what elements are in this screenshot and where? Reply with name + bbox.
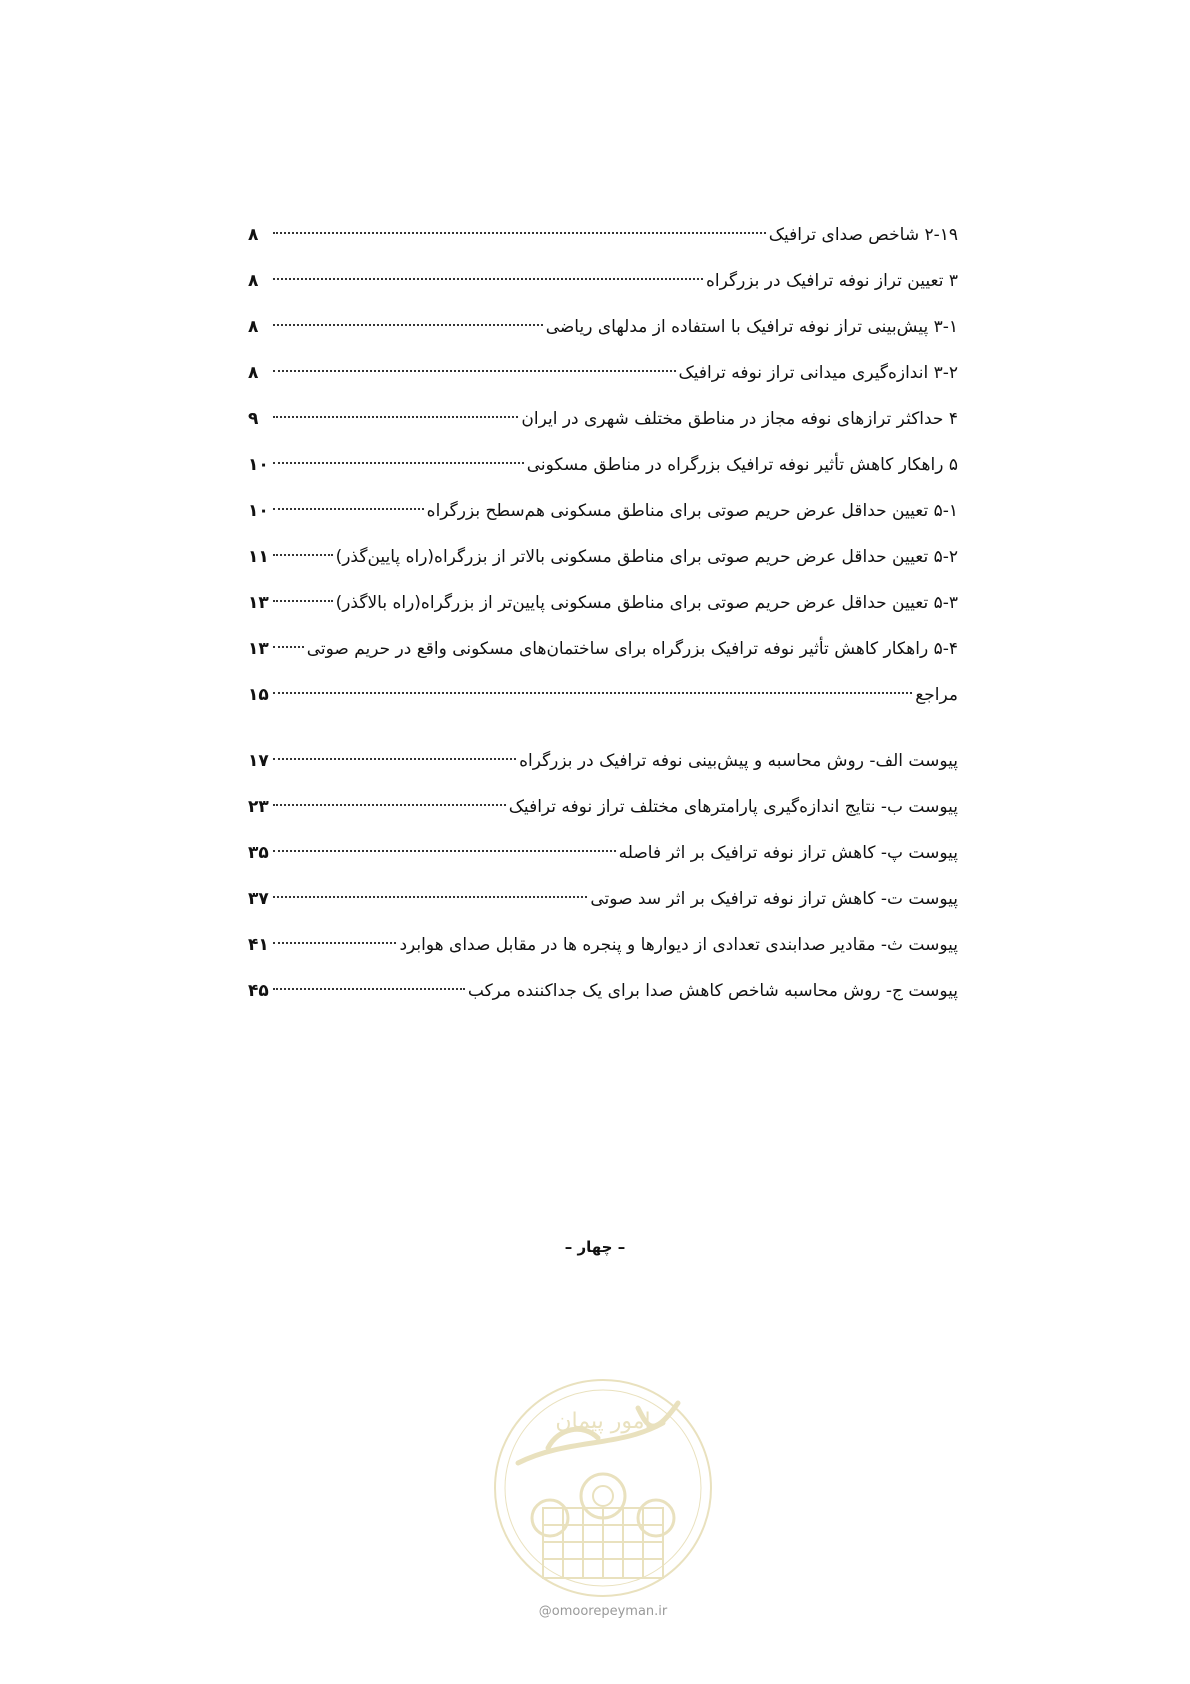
toc-entry-title: ۳ تعیین تراز نوفه ترافیک در بزرگراه — [705, 271, 958, 291]
toc-appendix-entry[interactable] — [248, 784, 958, 830]
toc-leader — [273, 324, 543, 326]
toc-appendix-entry[interactable] — [248, 922, 958, 968]
toc-leader — [273, 646, 304, 648]
toc-entry[interactable] — [248, 672, 958, 718]
toc-leader — [273, 416, 518, 418]
toc-leader — [273, 370, 676, 372]
toc-entry-title: پیوست ب- نتایج اندازه‌گیری پارامترهای مختلف تراز نوفه ترافیک — [508, 797, 958, 817]
toc-entry-title: ۵-۳ تعیین حداقل عرض حریم صوتی برای مناطق مسکونی پایین‌تر از بزرگراه(راه بالاگذر) — [335, 593, 958, 613]
toc-entry[interactable] — [248, 442, 958, 488]
toc-entry-title: ۴ حداکثر ترازهای نوفه مجاز در مناطق مختلف شهری در ایران — [521, 409, 958, 429]
toc-leader — [273, 508, 424, 510]
toc-appendix-entry[interactable] — [248, 968, 958, 1014]
toc-entry-title: پیوست پ- کاهش تراز نوفه ترافیک بر اثر فاصله — [618, 843, 958, 863]
toc-entry-title: پیوست ث- مقادیر صدابندی تعدادی از دیوارها و پنجره ها در مقابل صدای هوابرد — [399, 935, 958, 955]
toc-entry-page: ۱۳ — [248, 639, 269, 659]
toc-entry-page: ۱۳ — [248, 593, 269, 613]
toc-entry-page: ۸ — [248, 317, 259, 337]
toc-entry-page: ۱۰ — [248, 455, 269, 475]
toc-entry[interactable] — [248, 534, 958, 580]
toc-entry-page: ۴۱ — [248, 935, 269, 955]
toc-leader — [273, 554, 333, 556]
toc-entry[interactable] — [248, 258, 958, 304]
toc-entry-page: ۱۵ — [248, 685, 269, 705]
toc-entry[interactable] — [248, 396, 958, 442]
toc-entry-page: ۳۷ — [248, 889, 269, 909]
toc-entry[interactable] — [248, 212, 958, 258]
toc-appendix-entry[interactable] — [248, 876, 958, 922]
toc-leader — [273, 232, 766, 234]
toc-entry[interactable] — [248, 304, 958, 350]
page-number-label: – چهار – — [564, 1238, 626, 1256]
toc-leader — [273, 692, 912, 694]
toc-entry-page: ۱۷ — [248, 751, 269, 771]
toc-entry-title: ۵ راهکار کاهش تأثیر نوفه ترافیک بزرگراه در مناطق مسکونی — [526, 455, 958, 475]
toc-entry-title: پیوست ت- کاهش تراز نوفه ترافیک بر اثر سد صوتی — [590, 889, 958, 909]
toc-entry[interactable] — [248, 580, 958, 626]
toc-entry[interactable] — [248, 626, 958, 672]
toc-appendix-entry[interactable] — [248, 830, 958, 876]
toc-appendix-entry[interactable] — [248, 738, 958, 784]
toc-entry-page: ۴۵ — [248, 981, 269, 1001]
toc-leader — [273, 462, 524, 464]
toc-entry[interactable] — [248, 350, 958, 396]
toc-entry-page: ۸ — [248, 271, 259, 291]
toc-leader — [273, 988, 465, 990]
toc-entry-title: ۳-۱ پیش‌بینی تراز نوفه ترافیک با استفاده از مدلهای ریاضی — [545, 317, 958, 337]
toc-entry-page: ۳۵ — [248, 843, 269, 863]
watermark-logo-text: امور پیمان — [555, 1409, 651, 1434]
toc-entry-page: ۱۰ — [248, 501, 269, 521]
toc-leader — [273, 600, 333, 602]
toc-entry-title: ۲-۱۹ شاخص صدای ترافیک — [768, 225, 958, 245]
toc-leader — [273, 942, 396, 944]
toc-leader — [273, 278, 703, 280]
toc-leader — [273, 758, 516, 760]
watermark-logo — [488, 1368, 718, 1618]
toc-entry-page: ۸ — [248, 363, 259, 383]
watermark-site: @omoorepeyman.ir — [538, 1604, 668, 1619]
toc-entry-title: ۵-۱ تعیین حداقل عرض حریم صوتی برای مناطق مسکونی هم‌سطح بزرگراه — [426, 501, 958, 521]
toc-leader — [273, 850, 616, 852]
toc-entry-page: ۲۳ — [248, 797, 269, 817]
toc-appendices — [248, 738, 958, 1014]
toc-entry-title: پیوست ج- روش محاسبه شاخص کاهش صدا برای یک جداکننده مرکب — [467, 981, 958, 1001]
toc-entry-page: ۸ — [248, 225, 259, 245]
toc-leader — [273, 804, 506, 806]
toc-entry-title: ۳-۲ اندازه‌گیری میدانی تراز نوفه ترافیک — [678, 363, 958, 383]
toc-main — [248, 212, 958, 718]
toc-entry-page: ۱۱ — [248, 547, 269, 567]
toc-entry-title: ۵-۴ راهکار کاهش تأثیر نوفه ترافیک بزرگراه برای ساختمان‌های مسکونی واقع در حریم صوتی — [306, 639, 958, 659]
toc-entry-title: ۵-۲ تعیین حداقل عرض حریم صوتی برای مناطق مسکونی بالاتر از بزرگراه(راه پایین‌گذر) — [335, 547, 958, 567]
toc-entry-title: مراجع — [915, 685, 958, 705]
toc-entry-title: پیوست الف- روش محاسبه و پیش‌بینی نوفه ترافیک در بزرگراه — [519, 751, 958, 771]
toc-entry[interactable] — [248, 488, 958, 534]
toc-leader — [273, 896, 587, 898]
toc-entry-page: ۹ — [248, 409, 259, 429]
